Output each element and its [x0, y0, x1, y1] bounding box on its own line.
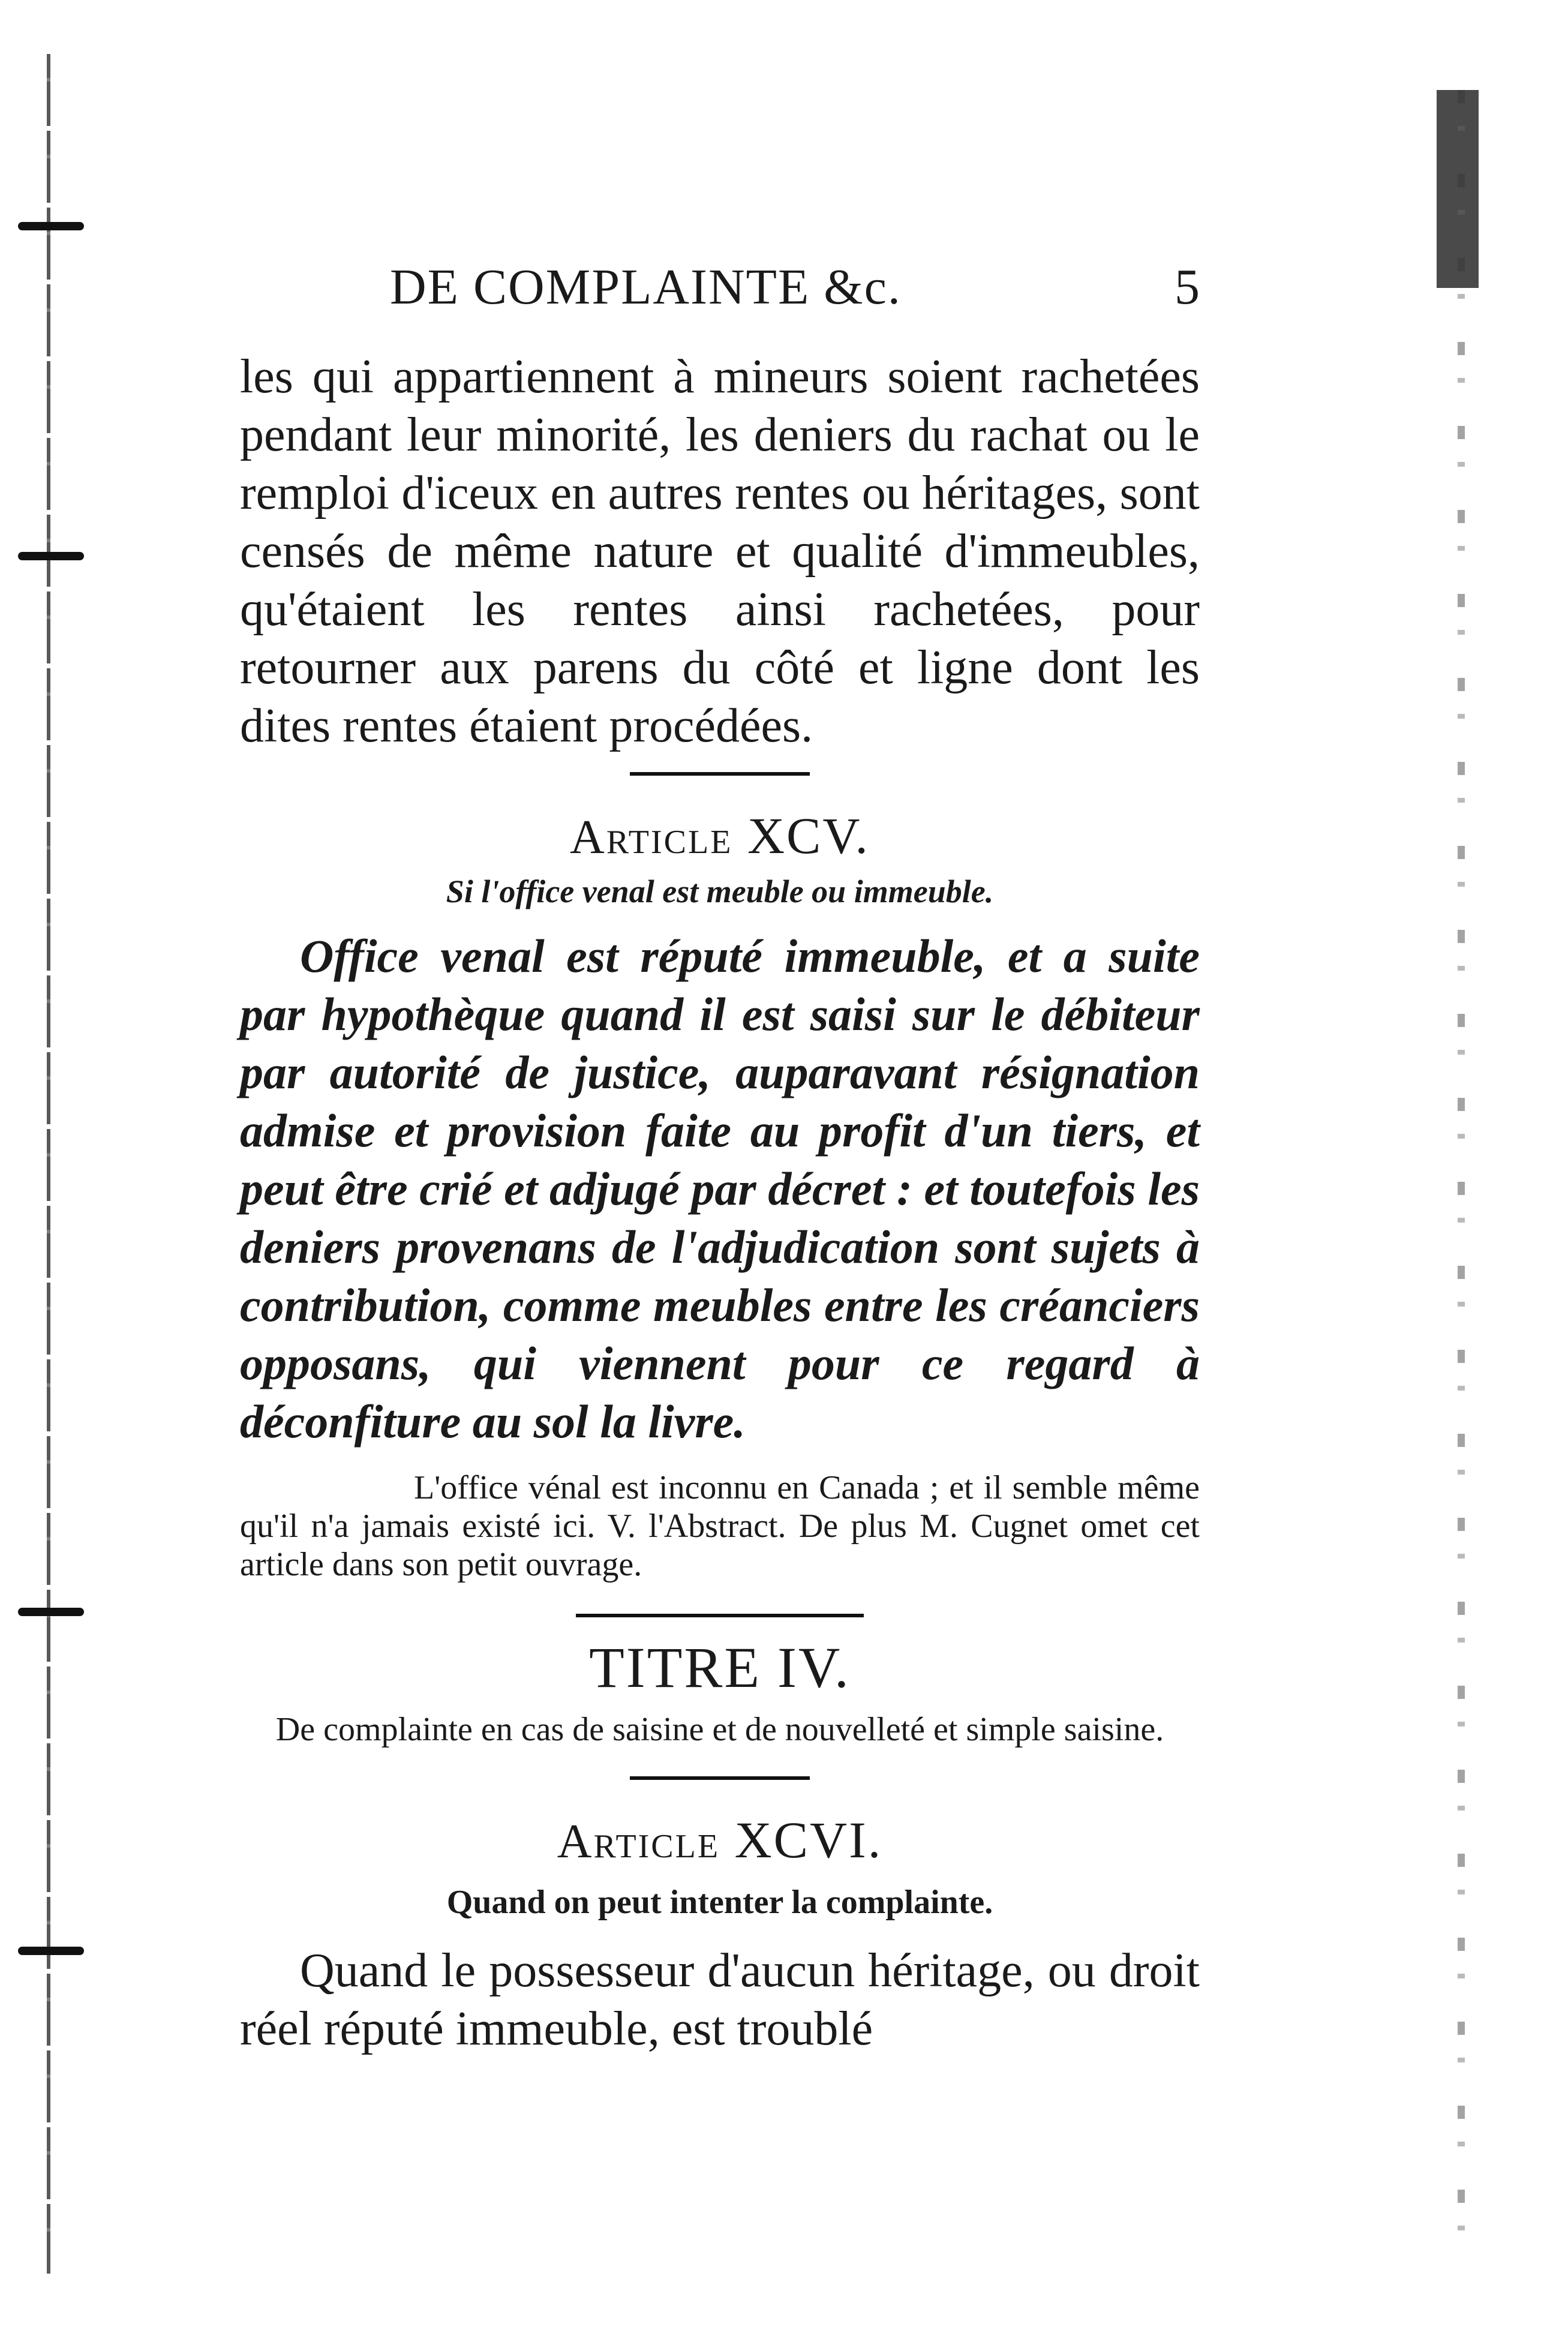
section-rule	[630, 1776, 810, 1780]
binding-mark	[18, 1608, 84, 1616]
article-96-number: XCVI.	[734, 1811, 883, 1869]
article-95-subtitle: Si l'office venal est meuble ou immeuble.	[446, 873, 994, 909]
running-head	[240, 258, 1200, 324]
titre-4-heading: TITRE IV.	[589, 1635, 851, 1700]
article-95-text: Office venal est réputé immeuble, et a suite par hypothèque quand il est saisi sur le débiteur par autorité de justice, auparavant résignation admise et provision faite au profit d'un tiers, et peut être crié et adjugé par décret : et toutefois les deniers provenans de l'adjudication sont sujets à contribution, comme meubles entre les créanciers opposans, qui viennent pour ce regard à déconfiture au sol la livre.	[240, 930, 1200, 1448]
page-number: 5	[1175, 259, 1200, 315]
page-binding-edge-left	[47, 54, 50, 2274]
article-96-subtitle: Quand on peut intenter la complainte.	[446, 1884, 993, 1921]
section-rule	[630, 772, 810, 776]
running-title: DE COMPLAINTE &c.	[390, 259, 902, 315]
article-95-heading	[240, 806, 1200, 866]
title-rule	[576, 1614, 864, 1617]
article-95-number: XCV.	[747, 807, 870, 864]
article-95-note: L'office vénal est inconnu en Canada ; et il semble même qu'il n'a jamais existé ici. V. l'Abstract. De plus M. Cugnet omet cet article dans son petit ouvrage.	[240, 1469, 1200, 1583]
article-96-heading	[240, 1810, 1200, 1870]
titre-4-subtitle: De complainte en cas de saisine et de nouvelleté et simple saisine.	[275, 1711, 1164, 1748]
binding-mark	[18, 222, 84, 230]
binding-mark	[18, 1947, 84, 1955]
opening-paragraph: les qui appartiennent à mineurs soient rachetées pendant leur minorité, les deniers du rachat ou le remploi d'iceux en autres rentes ou héritages, sont censés de même nature et qualité d'immeubles, qu'étaient les rentes ainsi rachetées, pour retourner aux parens du côté et ligne dont les dites rentes étaient procédées.	[240, 350, 1200, 752]
page-binding-edge-right	[1458, 90, 1465, 2250]
article-96-text: Quand le possesseur d'aucun héritage, ou droit réel réputé immeuble, est troublé	[240, 1944, 1200, 2055]
article-96-label: Article	[557, 1815, 720, 1868]
page-body	[240, 348, 1200, 2058]
article-95-label: Article	[570, 811, 733, 864]
binding-mark	[18, 552, 84, 560]
